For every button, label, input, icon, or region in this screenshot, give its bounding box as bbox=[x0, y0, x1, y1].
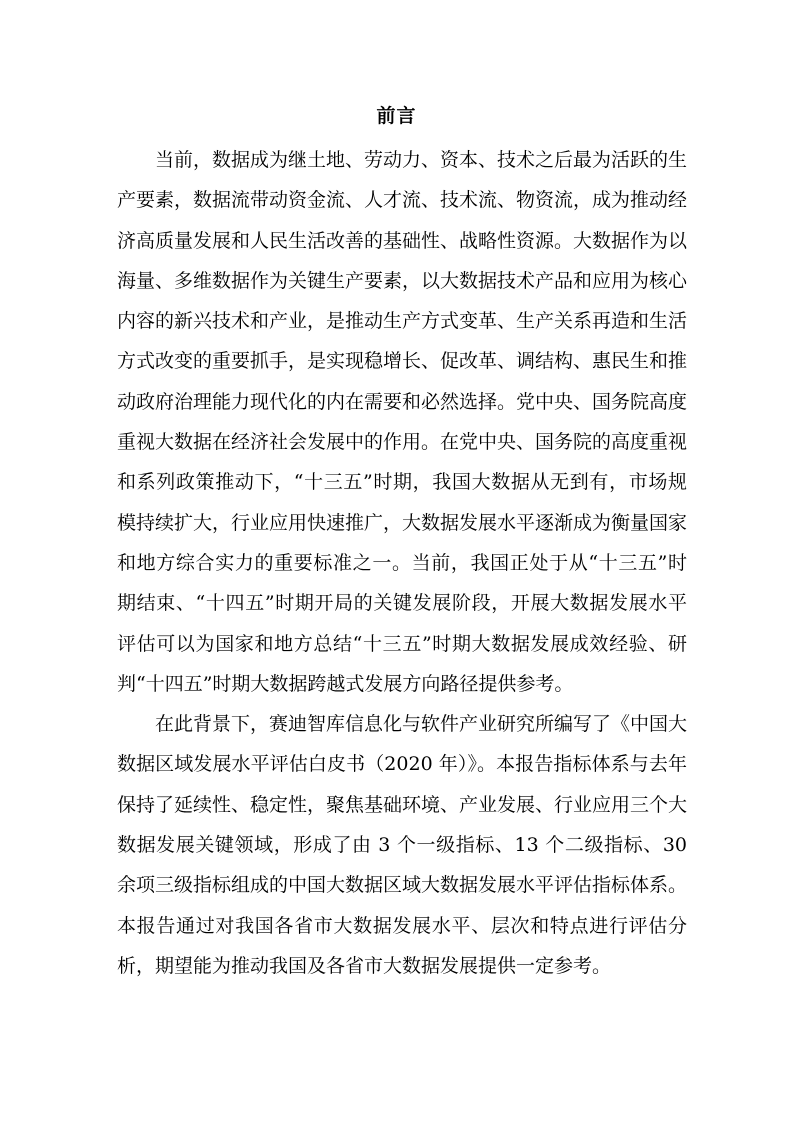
paragraph-1 bbox=[117, 140, 687, 704]
paragraph-text: 当前，数据成为继土地、劳动力、资本、技术之后最为活跃的生产要素，数据流带动资金流、人才流、技术流、物资流，成为推动经济高质量发展和人民生活改善的基础性、战略性资源。大数据作为以海量、多维数据作为关键生产要素，以大数据技术产品和应用为核心内容的新兴技术和产业，是推动生产方式变革、生产关系再造和生活方式改变的重要抓手，是实现稳增长、促改革、调结构、惠民生和推动政府治理能力现代化的内在需要和必然选择。党中央、国务院高度重视大数据在经济社会发展中的作用。在党中央、国务院的高度重视和系列政策推动下，“十三五”时期，我国大数据从无到有，市场规模持续扩大，行业应用快速推广，大数据发展水平逐渐成为衡量国家和地方综合实力的重要标准之一。当前，我国正处于从“十三五”时期结束、“十四五”时期开局的关键发展阶段，开展大数据发展水平评估可以为国家和地方总结“十三五”时期大数据发展成效经验、研判“十四五”时期大数据跨越式发展方向路径提供参考。 bbox=[117, 149, 688, 695]
document-body bbox=[117, 140, 687, 986]
page-title: 前言 bbox=[376, 105, 417, 127]
paragraph-2 bbox=[117, 704, 687, 986]
paragraph-text: 在此背景下，赛迪智库信息化与软件产业研究所编写了《中国大数据区域发展水平评估白皮书（2020 年）》。本报告指标体系与去年保持了延续性、稳定性，聚焦基础环境、产业发展、行业应用三个大数据发展关键领域，形成了由 3 个一级指标、13 个二级指标、30余项三级指标组成的中国大数据区域大数据发展水平评估指标体系。本报告通过对我国各省市大数据发展水平、层次和特点进行评估分析，期望能为推动我国及各省市大数据发展提供一定参考。 bbox=[117, 713, 688, 977]
